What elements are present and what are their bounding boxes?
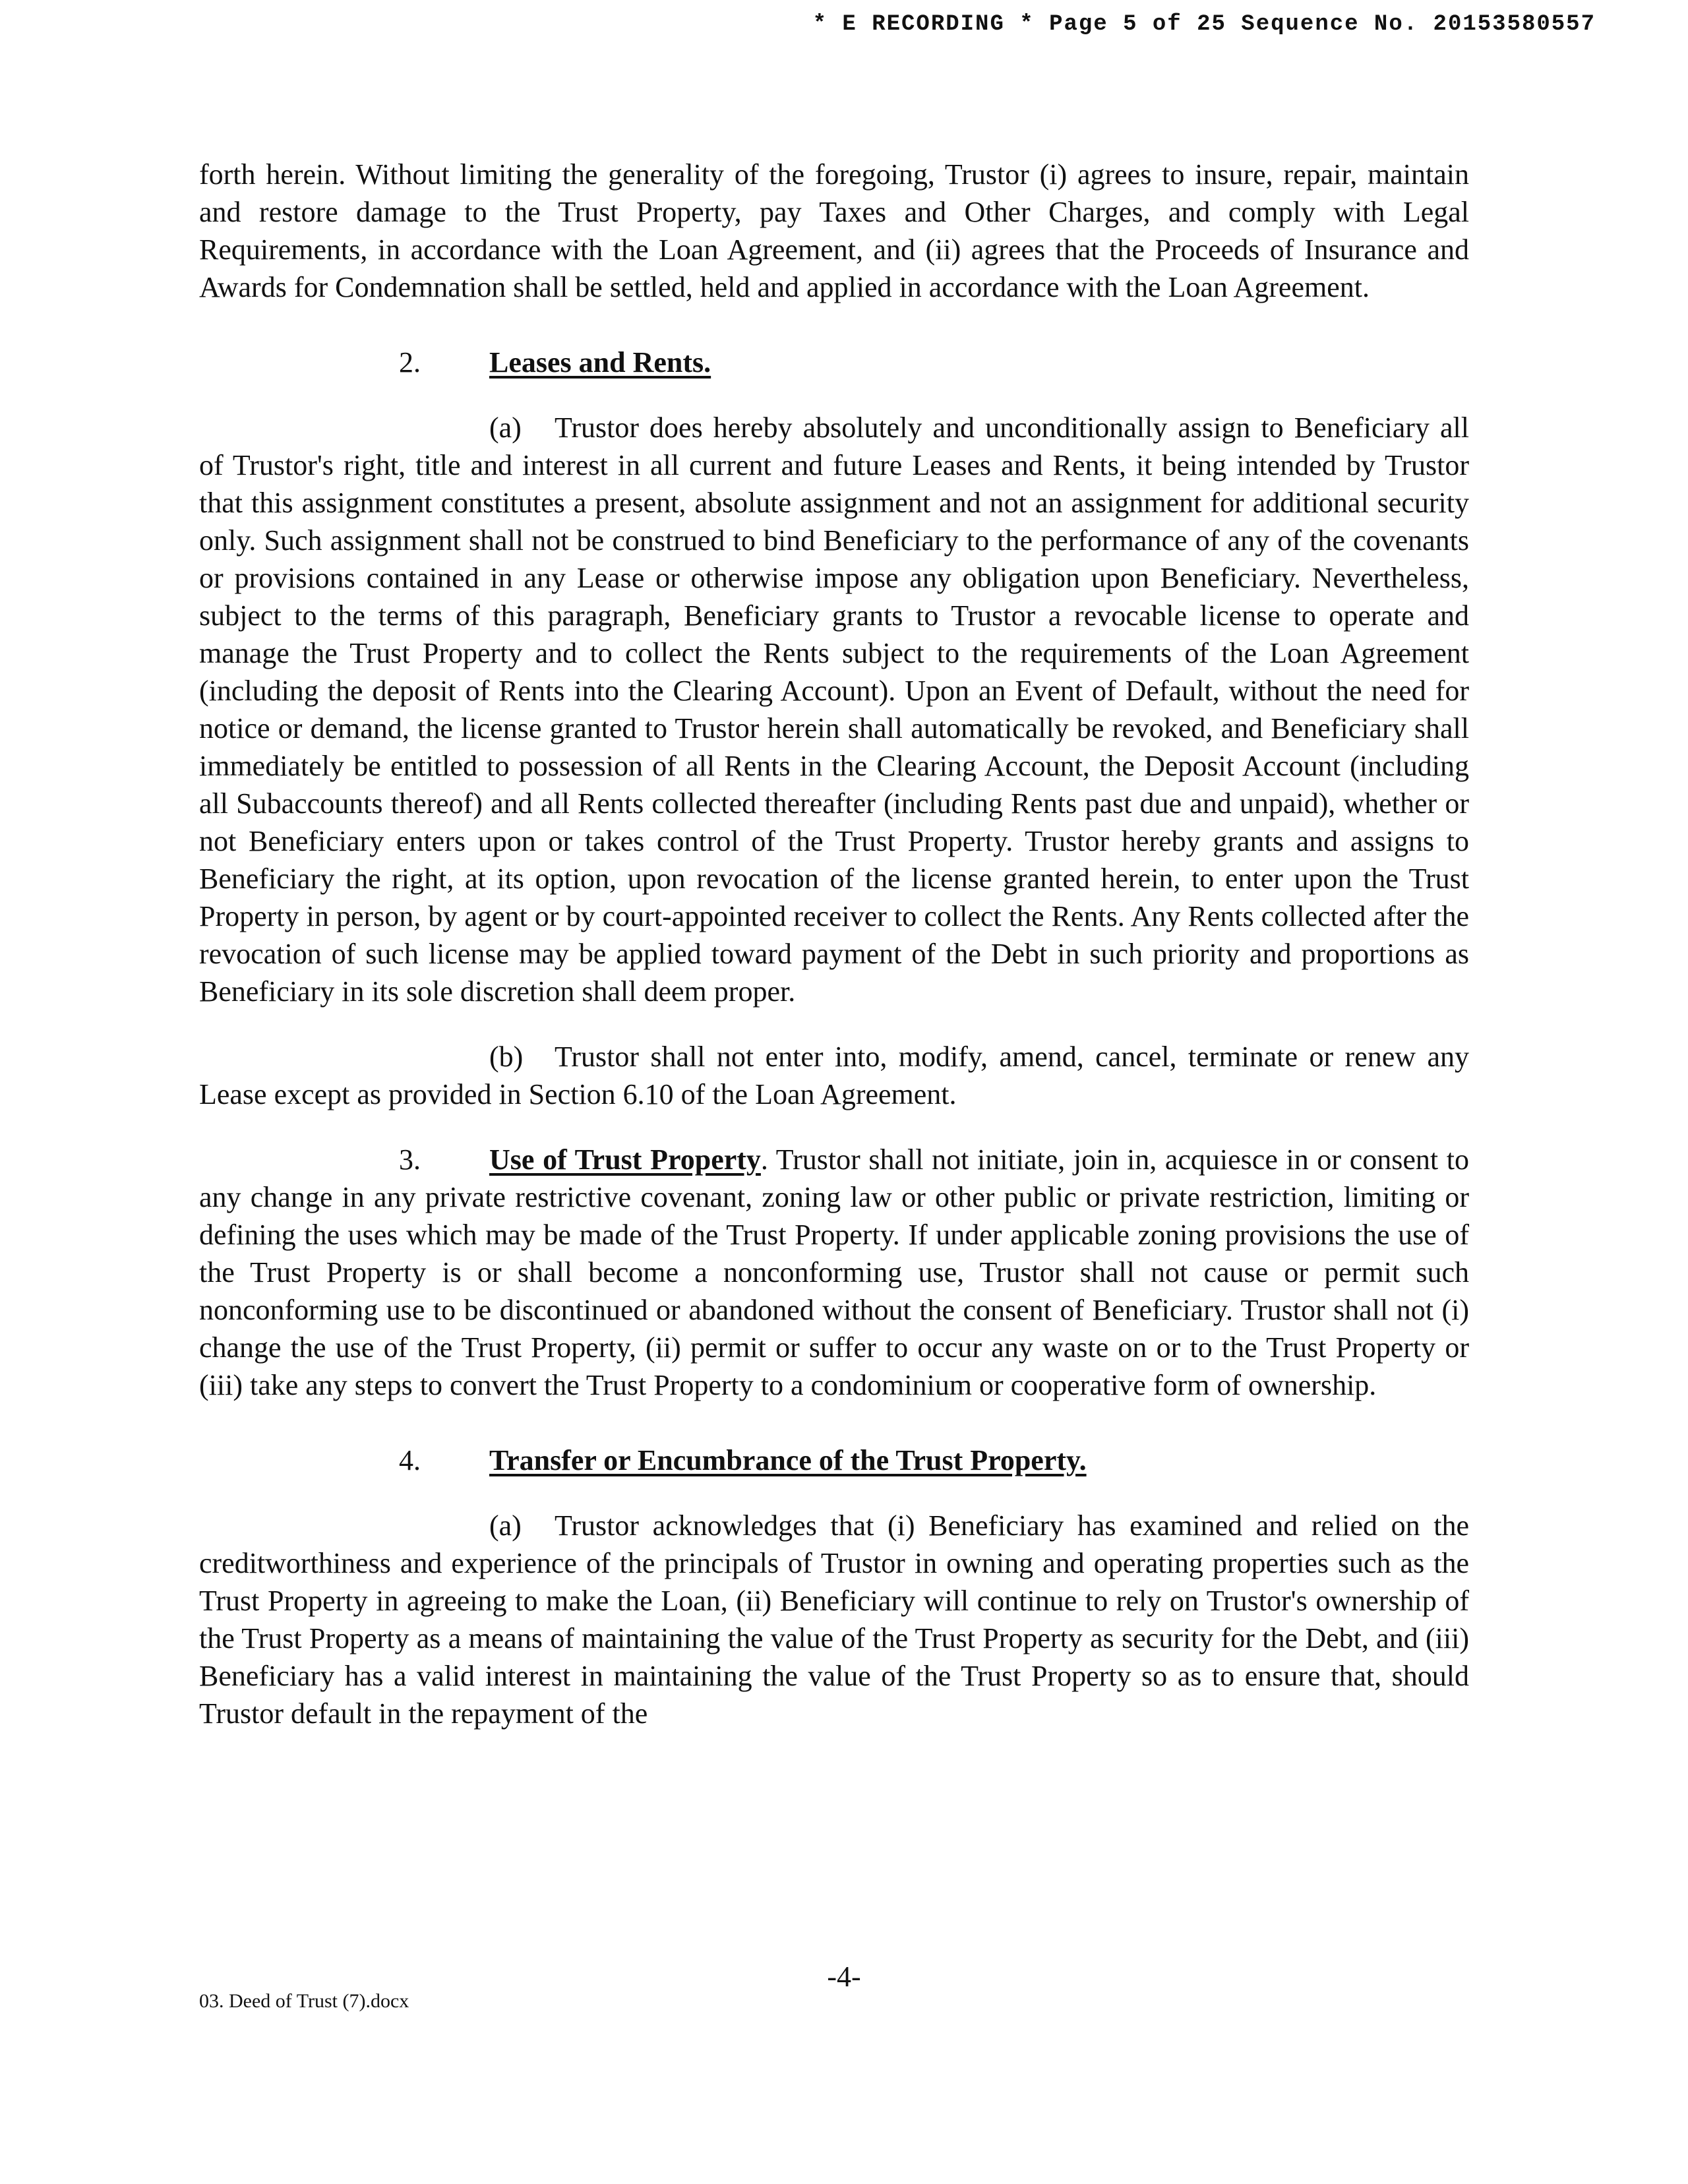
recording-header: * E RECORDING * Page 5 of 25 Sequence No. 20153580557 <box>812 12 1596 37</box>
section-2a-label: (a) <box>489 411 522 444</box>
section-3-number: 3. <box>399 1143 421 1176</box>
section-4a-text: Trustor acknowledges that (i) Beneficiary has examined and relied on the creditworthiness and experience of the principals of Trustor in owning and operating properties such as the Trust Property in agreeing to make the Loan, (ii) Beneficiary will continue to rely on Trustor's ownership of the Trust Property as a means of maintaining the value of the Trust Property as security for the Debt, and (iii) Beneficiary has a valid interest in maintaining the value of the Trust Property so as to ensure that, should Trustor default in the repayment of the <box>199 1509 1469 1730</box>
section-3-text: . Trustor shall not initiate, join in, acquiesce in or consent to any change in any private restrictive covenant, zoning law or other public or private restriction, limiting or defining the uses which may be made of the Trust Property. If under applicable zoning provisions the use of the Trust Property is or shall become a nonconforming use, Trustor shall not cause or permit such nonconforming use to be discontinued or abandoned without the consent of Beneficiary. Trustor shall not (i) change the use of the Trust Property, (ii) permit or suffer to occur any waste on or to the Trust Property or (iii) take any steps to convert the Trust Property to a condominium or cooperative form of ownership. <box>199 1143 1469 1401</box>
section-2b-text: Trustor shall not enter into, modify, amend, cancel, terminate or renew any Lease except as provided in Section 6.10 of the Loan Agreement. <box>199 1041 1469 1110</box>
footer-filename: 03. Deed of Trust (7).docx <box>199 1990 409 2012</box>
intro-paragraph: forth herein. Without limiting the generality of the foregoing, Trustor (i) agrees to insure, repair, maintain and restore damage to the Trust Property, pay Taxes and Other Charges, and comply with Legal Requirements, in accordance with the Loan Agreement, and (ii) agrees that the Proceeds of Insurance and Awards for Condemnation shall be settled, held and applied in accordance with the Loan Agreement. <box>199 158 1469 303</box>
section-2a-text: Trustor does hereby absolutely and unconditionally assign to Beneficiary all of Trustor's right, title and interest in all current and future Leases and Rents, it being intended by Trustor that this assignment constitutes a present, absolute assignment and not an assignment for additional security only. Such assignment shall not be construed to bind Beneficiary to the performance of any of the covenants or provisions contained in any Lease or otherwise impose any obligation upon Beneficiary. Nevertheless, subject to the terms of this paragraph, Beneficiary grants to Trustor a revocable license to operate and manage the Trust Property and to collect the Rents subject to the requirements of the Loan Agreement (including the deposit of Rents into the Clearing Account). Upon an Event of Default, without the need for notice or demand, the license granted to Trustor herein shall automatically be revoked, and Beneficiary shall immediately be entitled to possession of all Rents in the Clearing Account, the Deposit Account (including all Subaccounts thereof) and all Rents collected thereafter (including Rents past due and unpaid), whether or not Beneficiary enters upon or takes control of the Trust Property. Trustor hereby grants and assigns to Beneficiary the right, at its option, upon revocation of the license granted herein, to enter upon the Trust Property in person, by agent or by court-appointed receiver to collect the Rents. Any Rents collected after the revocation of such license may be applied toward payment of the Debt in such priority and proportions as Beneficiary in its sole discretion shall deem proper. <box>199 411 1469 1008</box>
section-3-paragraph <box>199 1141 1469 1404</box>
section-3-title: Use of Trust Property <box>489 1143 761 1176</box>
section-4a-label: (a) <box>489 1509 522 1542</box>
section-2-number: 2. <box>399 346 421 379</box>
page-number: -4- <box>827 1960 861 1993</box>
section-4-number: 4. <box>399 1444 421 1476</box>
section-2b-label: (b) <box>489 1041 524 1073</box>
document-body <box>199 156 1469 1732</box>
section-2-title: Leases and Rents. <box>489 346 711 379</box>
section-4-title: Transfer or Encumbrance of the Trust Property. <box>489 1444 1087 1476</box>
section-2-heading <box>199 344 1469 381</box>
section-4-heading <box>199 1441 1469 1479</box>
section-2a-paragraph <box>199 409 1469 1010</box>
section-4a-paragraph <box>199 1507 1469 1732</box>
section-2b-paragraph <box>199 1038 1469 1113</box>
